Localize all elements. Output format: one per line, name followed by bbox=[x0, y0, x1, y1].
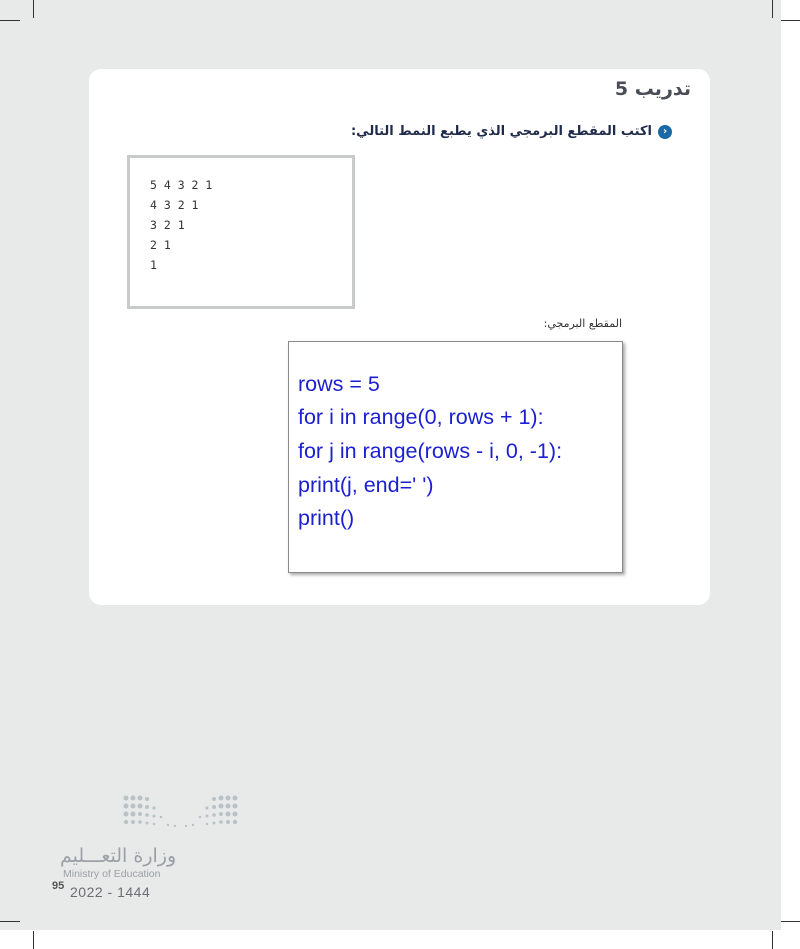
crop-mark bbox=[772, 0, 773, 18]
output-line: 1 bbox=[150, 258, 157, 272]
output-line: 3 2 1 bbox=[150, 218, 185, 232]
code-line: for j in range(rows - i, 0, -1): bbox=[298, 439, 563, 463]
output-pattern-box bbox=[127, 155, 355, 309]
code-line: rows = 5 bbox=[298, 372, 380, 396]
output-line: 5 4 3 2 1 bbox=[150, 178, 213, 192]
output-line: 4 3 2 1 bbox=[150, 198, 199, 212]
code-line: print() bbox=[298, 506, 355, 530]
crop-mark bbox=[781, 20, 800, 21]
crop-mark bbox=[0, 20, 20, 21]
ministry-logo-icon bbox=[118, 792, 243, 834]
crop-mark bbox=[33, 931, 34, 949]
crop-mark bbox=[33, 0, 34, 18]
exercise-instruction bbox=[351, 124, 672, 139]
code-label: المقطع البرمجي: bbox=[543, 317, 622, 330]
code-line: for i in range(0, rows + 1): bbox=[298, 405, 544, 429]
code-line: print(j, end=' ') bbox=[298, 473, 434, 497]
crop-mark bbox=[781, 921, 800, 922]
exercise-title: تدريب 5 bbox=[614, 78, 691, 100]
crop-mark bbox=[772, 931, 773, 949]
code-answer-box bbox=[288, 341, 623, 573]
exercise-card bbox=[89, 69, 710, 605]
page-number: 95 bbox=[52, 880, 65, 892]
instruction-text: اكتب المقطع البرمجي الذي يطبع النمط التالي: bbox=[350, 124, 652, 139]
output-line: 2 1 bbox=[150, 238, 171, 252]
edition-year: 2022 - 1444 bbox=[70, 884, 151, 900]
chevron-bullet-icon: ‹ bbox=[658, 125, 672, 139]
crop-mark bbox=[0, 921, 20, 922]
ministry-name-arabic: وزارة التعـــليم bbox=[60, 845, 177, 867]
ministry-name-english: Ministry of Education bbox=[63, 868, 161, 880]
